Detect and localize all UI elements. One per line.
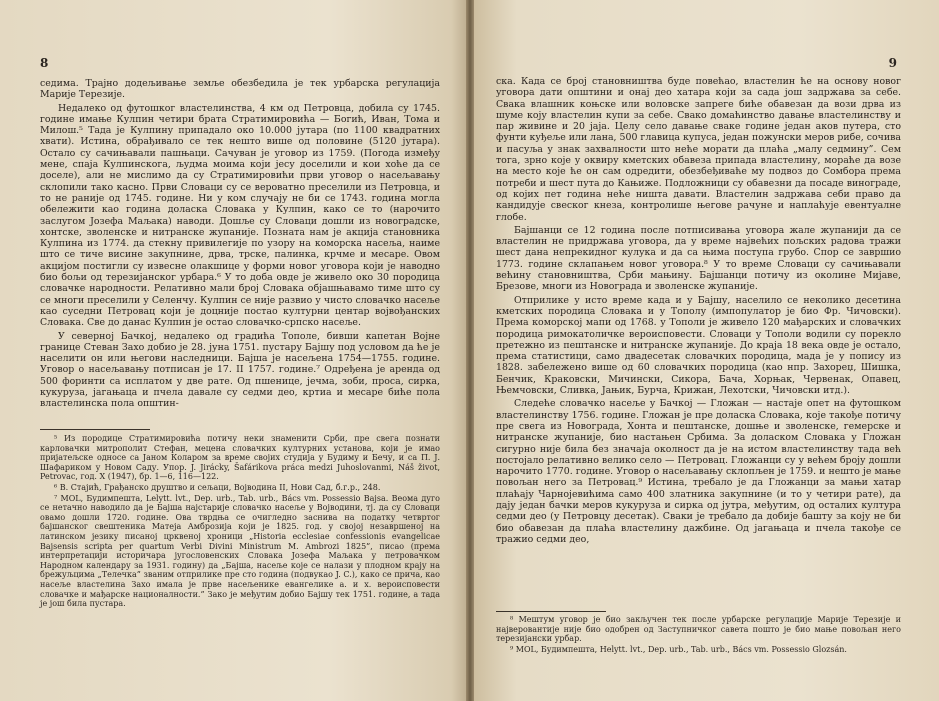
- footnote-divider: [496, 611, 606, 612]
- footnote: ⁵ Из породице Стратимировића потичу неки знаменити Срби, пре свега познати карловачки митрополит Стефан, мецена словачких културних установа, који је имао пријатељске односе са Јаном Коларом за време својих студија у Будиму и Бечу, и са П. Ј. Шафариком у Новом Саду. Упор. J. Jirácky, Šafárikova práca medzi Juhoslovanmi, Náš život, Petrovac, год. X (1947), бр. 1—6, 116—122.: [40, 434, 440, 482]
- body-text: [496, 76, 901, 545]
- footnotes: [496, 615, 901, 654]
- right-page: [470, 0, 939, 701]
- footnote: ⁶ В. Стајић, Грађанско друштво и сељаци, Војводина II, Нови Сад, б.г.р., 248.: [54, 482, 381, 492]
- paragraph: Следеће словачко насеље у Бачкој — Гложан — настаје опет на футошком властелинству 1756. године. Гложан је пре доласка Словака, које такође потичу пре свега из Новограда, Хонта и пештанске, дошње и зволенске, гемерске и нитранске жупаније, био настањен Србима. За доласком Словака у Гложан сигурно није била без значаја околност да је на истом властелинству тада већ постојало релативно велико село — Петровац. Гложанци су у већем броју дошли нарочито 1770. године. Уговор о насељавању склопљен је 1759. и нешто је мање повољан него за Петровац.⁹ Истина, требало је да Гложанци за мањи хатар плаћају Чарнојевићима само 400 златника закупнине (и то у четири рате), да дају један бачки меров кукуруза и сирка од јутра, међутим, од осталих култура седми део (у Петровцу десетак). Сваки је требало да добије башту за коју не би био обавезан да плаћа властелину дажбине. Од јагањаца и пчела такође се тражио седми део,: [496, 398, 901, 545]
- footnote: ⁹ MOL, Будимпешта, Helytt. lvt., Dep. urb., Tab. urb., Bács vm. Possessio Glozsán.: [510, 644, 847, 654]
- page-number: 8: [40, 56, 49, 70]
- footnotes: [40, 434, 440, 609]
- paragraph: Отприлике у исто време када и у Бајшу, населило се неколико десетина кметских породица Словака и у Тополу (импопулатор је био Фр. Чичовски). Према коморској мапи од 1768. у Тополи је живело 120 мађарских и словачких породица римокатоличке вероисповести. Словаци у Тополи водили су порекло претежно из пештанске и нитранске жупаније. До краја 18 века овде је остало, према статистици, само двадесетак словачких породица, мада је у попису из 1828. забележено више од 60 словачких породица (као нпр. Захореџ, Шишка, Бенчик, Краковски, Мичински, Сикора, Бача, Хорњак, Червенак, Опавец, Њемчовски, Сливка, Јањик, Бурча, Крижан, Лехотски, Чичовски итд.).: [496, 294, 901, 397]
- footnote: ⁸ Мештум уговор је био закључен тек после урбарске регулације Марије Терезије и најверовантије није био одобрен од Заступничког савета пошто је био мање повољан него терезијански урбар.: [496, 615, 901, 644]
- footnote: ⁷ MOL, Будимпешта, Lelytt. lvt., Dep. urb., Tab. urb., Bács vm. Possessio Bajsa. Веома дуго се нетачно наводило да је Бајша најстарије словачко насеље у Војводини, тј. да су Словаци овамо дошли 1720. године. Ова тврдња се очигледно заснива на податку четвртог бајшанског свештеника Матеја Амброзија који је 1825. год. у својој незавршеној на латинском језику писаној црквеној хроници „Historia ecclesiae confessionis evangelicae Bajsensis scripta per quartum Verbi Divini Ministrum M. Ambrozi 1825”, писао (према интерпретацији историчара југословенских Словака Јозефа Маљака у петровачком Народном календару за 1931. годину) да „Бајша, насеље које се налази у плодном крају на брежуљцима „Телечка” званим отприлике пре сто година (подвукао J. C.), како се прича, као насеље властелина Захо имала је прве насељенике евангелике а. и х. вероисповести словачке и мађарске националности.” Зако је међутим добио Бајшу тек 1751. године, а тада је још била пустара.: [40, 493, 440, 609]
- paragraph: Бајшанци се 12 година после потписивања уговора жале жупанији да се властелин не придржава уговора, да у време највећих пољских радова тражи шест дана непрекидног кулука и да са њима поступа грубо. Спор се завршио 1773. године склапањем новог уговора.⁸ У то време Словаци су сачињавали већину становништва, Срби мањину. Бајшанци потичу из околине Мијаве, Брезове, многи из Новограда и зволенске жупаније.: [496, 224, 901, 293]
- body-text: [40, 78, 440, 410]
- book-gutter: [466, 0, 474, 701]
- paragraph: седима. Трајно додељивање земље обезбедила је тек урбарска регулација Марије Терезије.: [40, 78, 440, 101]
- footnote-divider: [40, 429, 150, 430]
- paragraph: ска. Када се број становништва буде повећао, властелин ће на основу новог уговора дати општини и онај део хатара који за сада још задржава за себе. Свака влашник коњске или воловске запреге биће обавезан да вози дрва из шуме коју властелин купи за себе. Свако домаћинство давање властелинству и пар живине и 20 јаја. Целу село давање сваке године један аков путера, сто фунти куђеље или лана, 500 главица купуса, један пожунски меров рибе, сочива и пасуља у знак захвалности што неће морати да плаћа „малу седмину”. Сем тога, зрно које у оквиру кметских обавеза припада властелину, мораће да возе на место које ће он сам одредити, обезбеђиваће му подвоз до Сомбора према потреби и шест пута до Кањиже. Подложници су обавезни да посаде винограде, од којих пет година неће ништа давати. Властелин задржава себи право да кандидује свеског кнеза, контролише његове рачуне и наплаћује евентуалне глобе.: [496, 76, 901, 223]
- paragraph: У северној Бачкој, недалеко од градића Тополе, бивши капетан Војне границе Стеван Захо добио је 28. јуна 1751. пустару Бајшу под условом да ће је населити он или његови наследници. Бајша је насељена 1754—1755. године. Уговор о насељавању потписан је 17. II 1757. године.⁷ Одређена је аренда од 500 форинти са исплатом у две рате. Од пшенице, јечма, зоби, проса, сирка, кукуруза, јагањаца и пчела давале су седми део, кртиа и месаре биће пола властелинска пола општин-: [40, 330, 440, 410]
- paragraph: Недалеко од футошког властелинства, 4 км од Петровца, добила су 1745. године имање Кулпин четири брата Стратимировића — Богић, Иван, Тома и Милош.⁵ Тада је Кулпину припадало око 10.000 јутара (по 1100 квадратних хвати). Истина, обрађивало се тек нешто више од половине (5120 јутара). Остало су сачињавали пашњаци. Сачуван је уговор из 1759. (Погода између мене, спаја Кулпинскога, људма моима који јесу доселили и кои хоће да се доселе), али не мислимо да су Стратимировићи први уговор о насељавању склопили тако касно. Први Словаци су се вероватно преселили из Петровца, и то не раније од 1745. године. Ни у ком случају не би се 1743. година могла обележити као година доласка Словака у Кулпин, како се то (нарочито заслугом Јозефа Маљака) наводи. Дошље су Словаци дошли из новоградске, хонтске, зволенске и нитранске жупаније. Позната нам је акција становника Кулпина из 1774. да стекну привилегије по узору на коморска насеља, наиме што се тиче висине закупнине, дрва, трске, палинка, крчме и месаре. Овом акцијом постигли су извесне олакшице у форми новог уговора који је наводно био бољи од терезијанског урбара.⁶ У то доба овде је живело око 30 породица словачке народности. Релативно мали број Словака објашњавамо тиме што су се многи преселили у Селенчу. Кулпин се није развио у чисто словачко насеље као суседни Петровац који је доцније постао културни центар војвођанских Словака. Све до данас Кулпин је остао словачко-српско насеље.: [40, 102, 440, 329]
- page-number: 9: [888, 56, 897, 70]
